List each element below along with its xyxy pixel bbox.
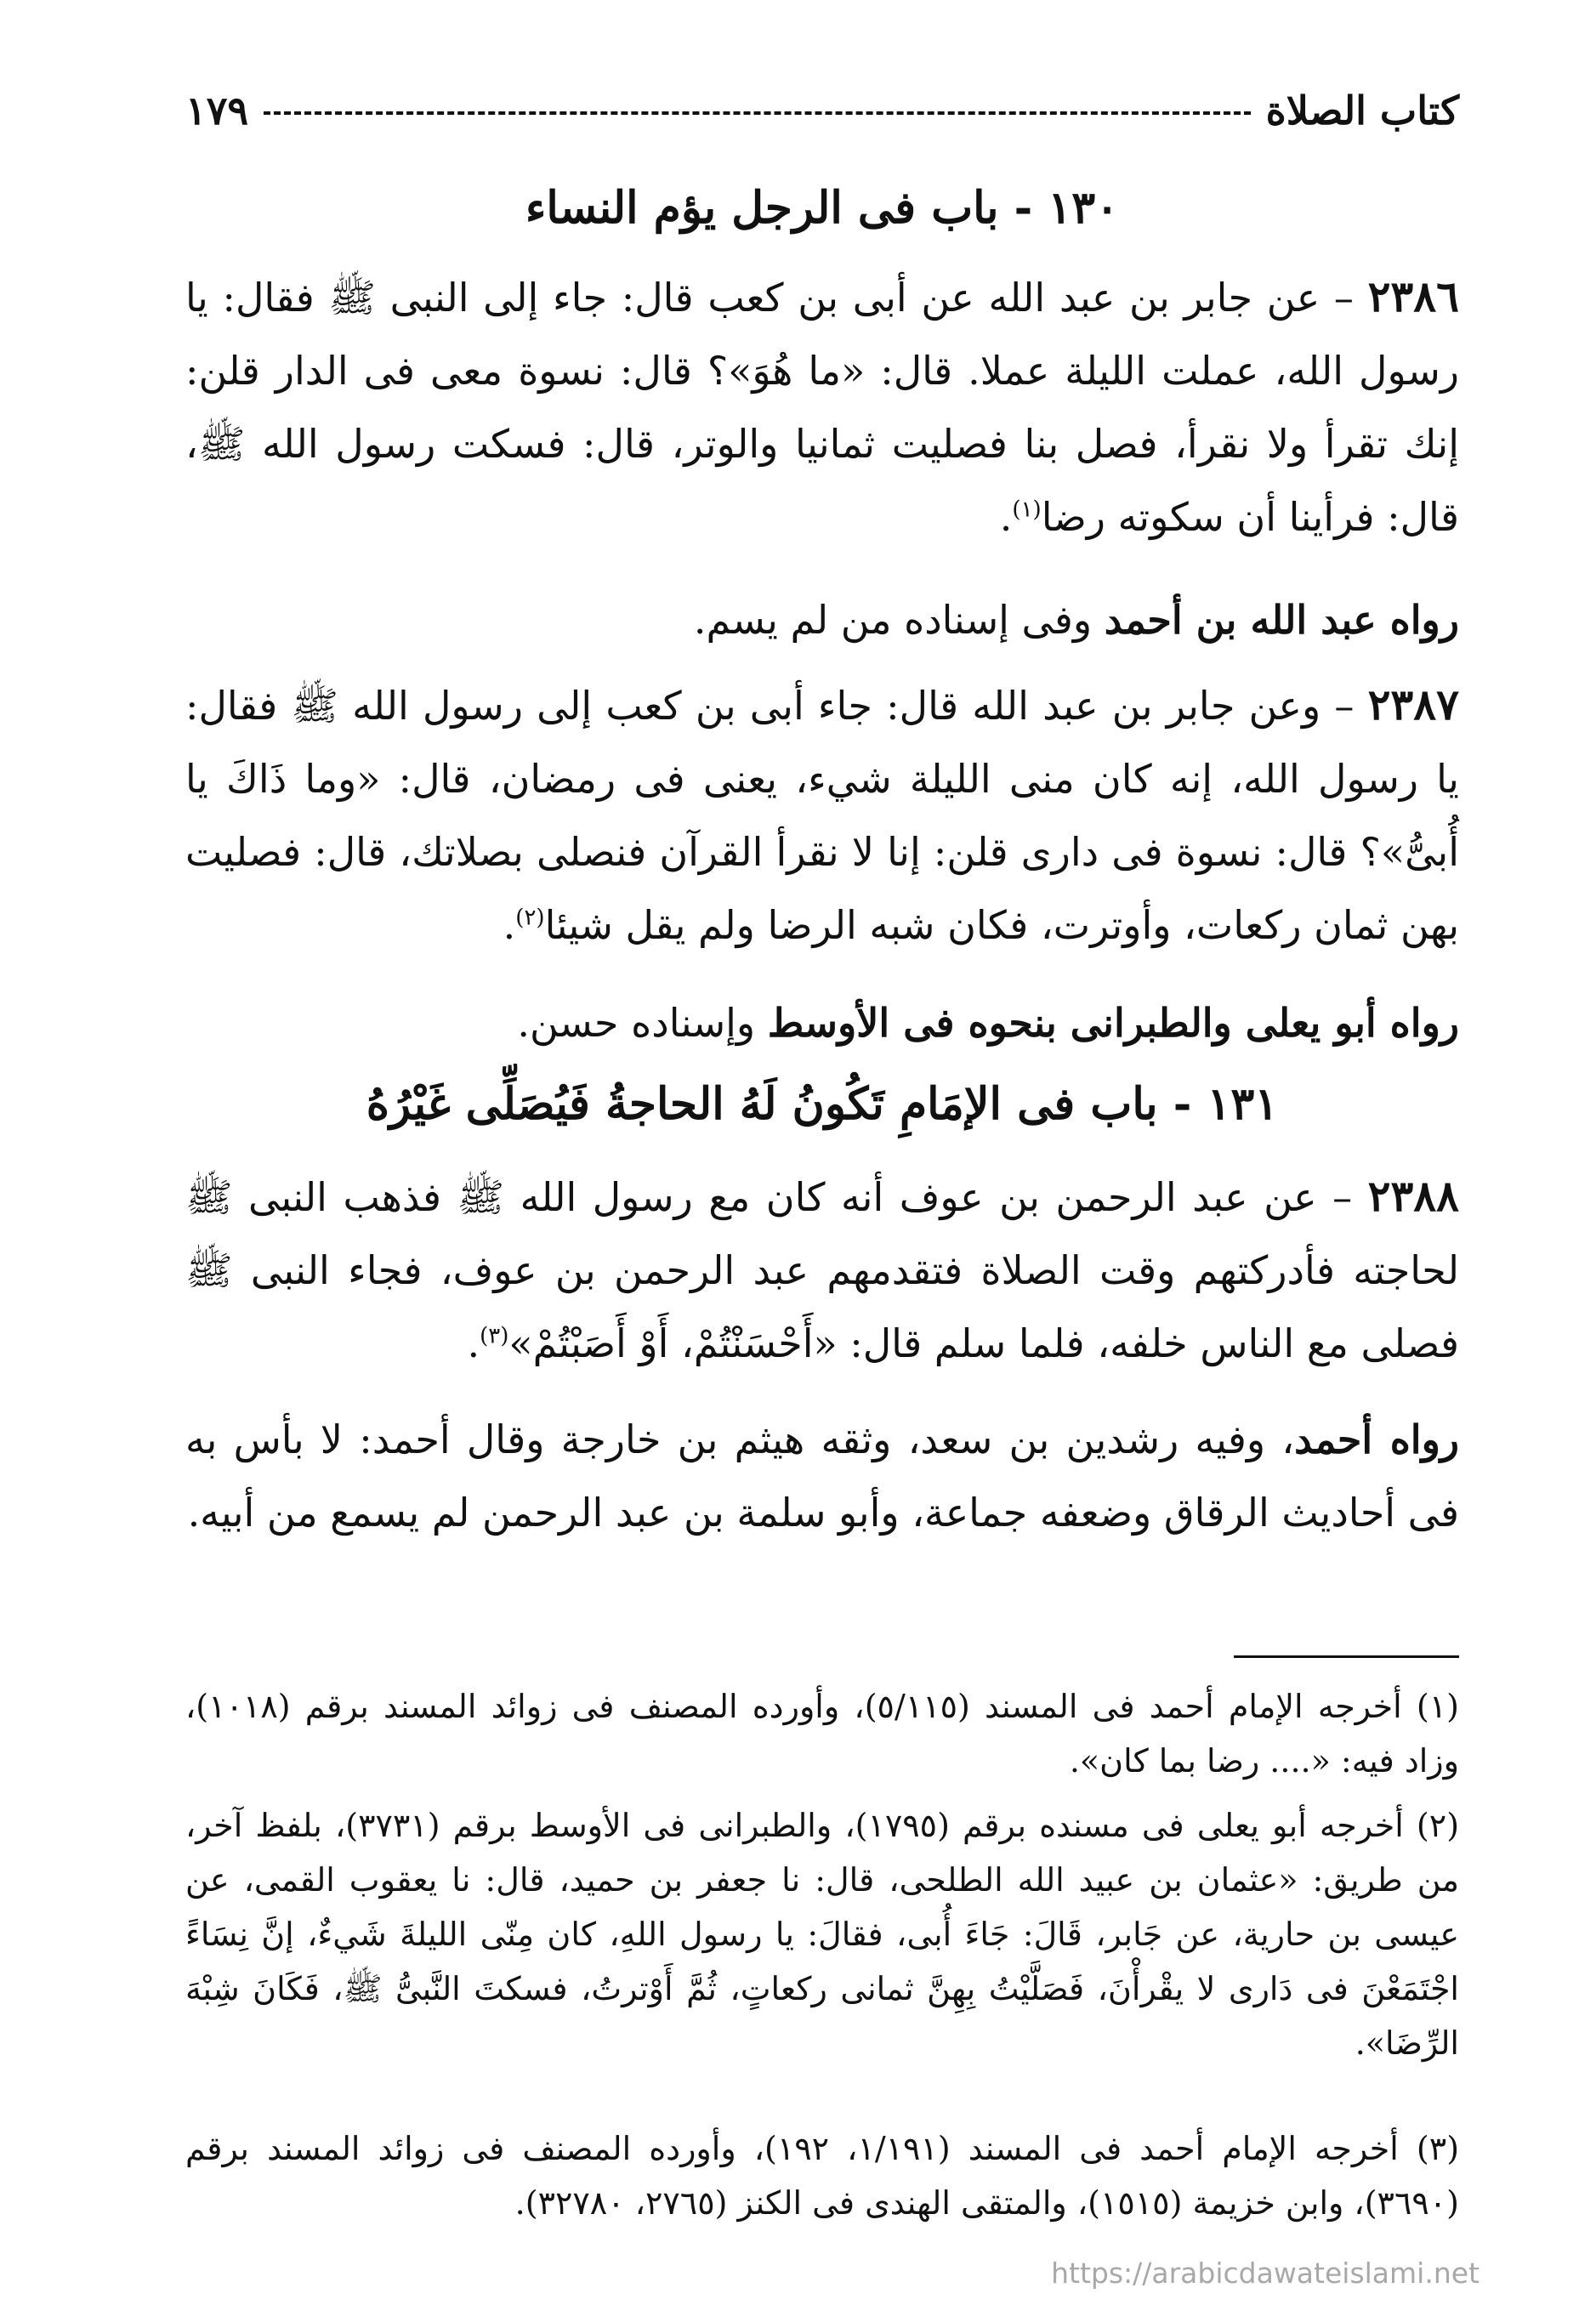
narration-2386	[185, 583, 1459, 656]
hadith-number: ٢٣٨٦	[1367, 271, 1459, 321]
hadith-number: ٢٣٨٧	[1367, 679, 1459, 730]
narrator: رواه أحمد	[1294, 1416, 1460, 1462]
hadith-2386	[185, 260, 1459, 554]
page-number: ١٧٩	[185, 88, 249, 133]
hadith-text: – عن عبد الرحمن بن عوف أنه كان مع رسول الله ﷺ فذهب النبى ﷺ لحاجته فأدركتهم وقت الصلاة فتقدمهم عبد الرحمن بن عوف، فجاء النبى ﷺ فصلى مع الناس خلفه، فلما سلم قال: «أَحْسَنْتُمْ، أَوْ أَصَبْتُمْ»	[185, 1174, 1459, 1366]
hadith-number: ٢٣٨٨	[1367, 1171, 1460, 1221]
chapter-title-130: ١٣٠ - باب فى الرجل يؤم النساء	[525, 182, 1120, 234]
narration-note: وإسناده حسن.	[517, 1000, 768, 1046]
footnote-3: (٣) أخرجه الإمام أحمد فى المسند (١/١٩١، ١٩٢)، وأورده المصنف فى زوائد المسند برقم (٣٦٩٠)، وابن خزيمة (١٥١٥)، والمتقى الهندى فى الكنز (٢٧٦٥، ٣٢٧٨٠).	[185, 2130, 1460, 2222]
running-header	[185, 81, 1459, 140]
footnote-1: (١) أخرجه الإمام أحمد فى المسند (٥/١١٥)، وأورده المصنف فى زوائد المسند برقم (١٠١٨)، وزاد فيه: «.... رضا بما كان».	[185, 1688, 1459, 1780]
narrator: رواه عبد الله بن أحمد	[1104, 597, 1459, 643]
footnote-ref: (٢)	[515, 905, 545, 931]
narrator: رواه أبو يعلى والطبرانى بنحوه فى الأوسط	[767, 1000, 1459, 1046]
watermark-url: https://arabicdawateislami.net	[1051, 2257, 1480, 2290]
footnote-ref: (٣)	[480, 1323, 509, 1349]
hadith-end: .	[999, 494, 1013, 540]
footnote-2: (٢) أخرجه أبو يعلى فى مسنده برقم (١٧٩٥)، والطبرانى فى الأوسط برقم (٣٧٣١)، بلفظ آخر، من طريق: «عثمان بن عبيد الله الطلحى، قال: نا جعفر بن حميد، قال: نا يعقوب القمى، عن عيسى بن حارية، عن جَابر، قَالَ: جَاءَ أُبى، فقالَ: يا رسول اللهِ، كان مِنّى الليلةَ شَيءٌ، إنَّ نِسَاءً اجْتَمَعْنَ فى دَارى لا يقْرأْنَ، فَصَلَّيْتُ بِهِنَّ ثمانى ركعاتٍ، ثُمَّ أَوْترتُ، فسكتَ النَّبىُّ ﷺ، فَكَانَ شِبْهَ الرِّضَا».	[185, 1807, 1460, 2062]
hadith-end: .	[503, 902, 516, 948]
header-dashed-rule	[264, 111, 1251, 115]
narration-note: وفى إسناده من لم يسم.	[693, 597, 1105, 643]
hadith-end: .	[467, 1320, 480, 1366]
narration-note: ، وفيه رشدين بن سعد، وثقه هيثم بن خارجة وقال أحمد: لا بأس به فى أحاديث الرقاق وضعفه جماعة، وأبو سلمة بن عبد الرحمن لم يسمع من أبيه.	[185, 1416, 1459, 1536]
book-title: كتاب الصلاة	[1265, 88, 1459, 133]
footnote-ref: (١)	[1012, 497, 1042, 523]
footnote-divider	[1234, 1655, 1459, 1658]
hadith-text: – وعن جابر بن عبد الله قال: جاء أبى بن كعب إلى رسول الله ﷺ فقال: يا رسول الله، إنه كان منى الليلة شيء، يعنى فى رمضان، قال: «وما ذَاكَ يا أُبىُّ»؟ قال: نسوة فى دارى قلن: إنا لا نقرأ القرآن فنصلى بصلاتك، قال: فصليت بهن ثمان ركعات، وأوترت، فكان شبه الرضا ولم يقل شيئا	[185, 683, 1459, 948]
narration-2387	[185, 986, 1459, 1059]
hadith-text: – عن جابر بن عبد الله عن أبى بن كعب قال: جاء إلى النبى ﷺ فقال: يا رسول الله، عملت الليلة عملا. قال: «ما هُوَ»؟ قال: نسوة معى فى الدار قلن: إنك تقرأ ولا نقرأ، فصل بنا فصليت ثمانيا والوتر، قال: فسكت رسول الله ﷺ، قال: فرأينا أن سكوته رضا	[185, 275, 1459, 540]
hadith-2387	[185, 668, 1459, 962]
hadith-2388	[185, 1160, 1459, 1380]
chapter-title-131: ١٣١ - باب فى الإمَامِ تَكُونُ لَهُ الحاجةُ فَيُصَلِّى غَيْرُهُ	[366, 1078, 1279, 1130]
narration-2388	[185, 1403, 1459, 1549]
